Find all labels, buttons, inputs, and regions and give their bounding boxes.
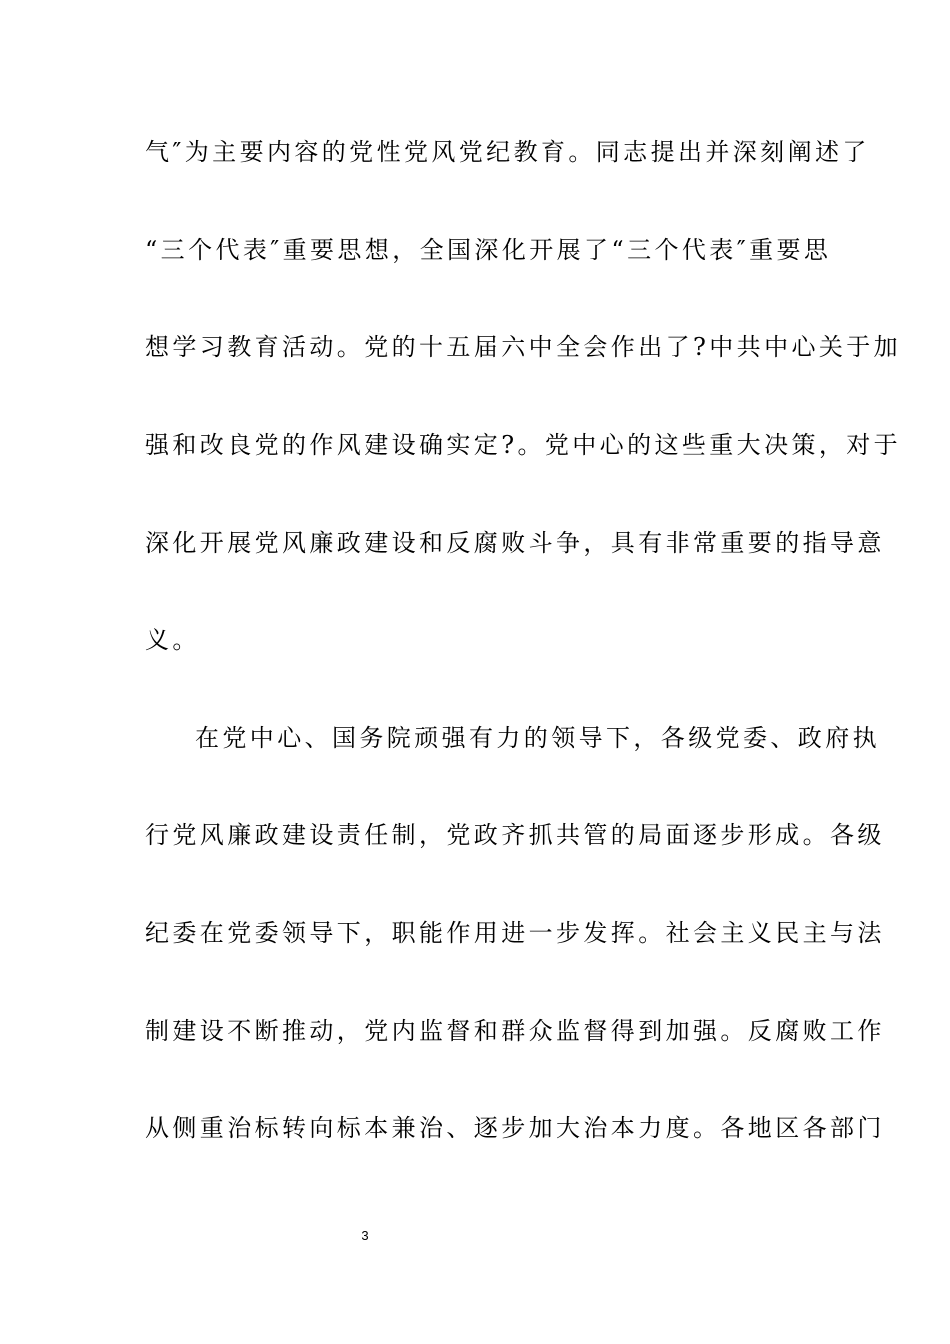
page-number: 3 [361, 1228, 369, 1243]
text-line-2: “三个代表″重要思想，全国深化开展了“三个代表″重要思 [145, 236, 832, 264]
text-line-7: 在党中心、国务院顽强有力的领导下，各级党委、政府执 [195, 724, 880, 752]
text-line-8: 行党风廉政建设责任制，党政齐抓共管的局面逐步形成。各级 [145, 821, 885, 849]
text-line-6: 义。 [145, 626, 200, 654]
text-line-11: 从侧重治标转向标本兼治、逐步加大治本力度。各地区各部门 [145, 1114, 885, 1142]
text-line-3: 想学习教育活动。党的十五届六中全会作出了?中共中心关于加 [145, 333, 902, 361]
text-line-10: 制建设不断推动，党内监督和群众监督得到加强。反腐败工作 [145, 1017, 885, 1045]
text-line-4: 强和改良党的作风建设确实定?。党中心的这些重大决策，对于 [145, 431, 902, 459]
text-line-1: 气″为主要内容的党性党风党纪教育。同志提出并深刻阐述了 [145, 138, 870, 166]
text-line-9: 纪委在党委领导下，职能作用进一步发挥。社会主义民主与法 [145, 919, 885, 947]
text-line-5: 深化开展党风廉政建设和反腐败斗争，具有非常重要的指导意 [145, 529, 885, 557]
